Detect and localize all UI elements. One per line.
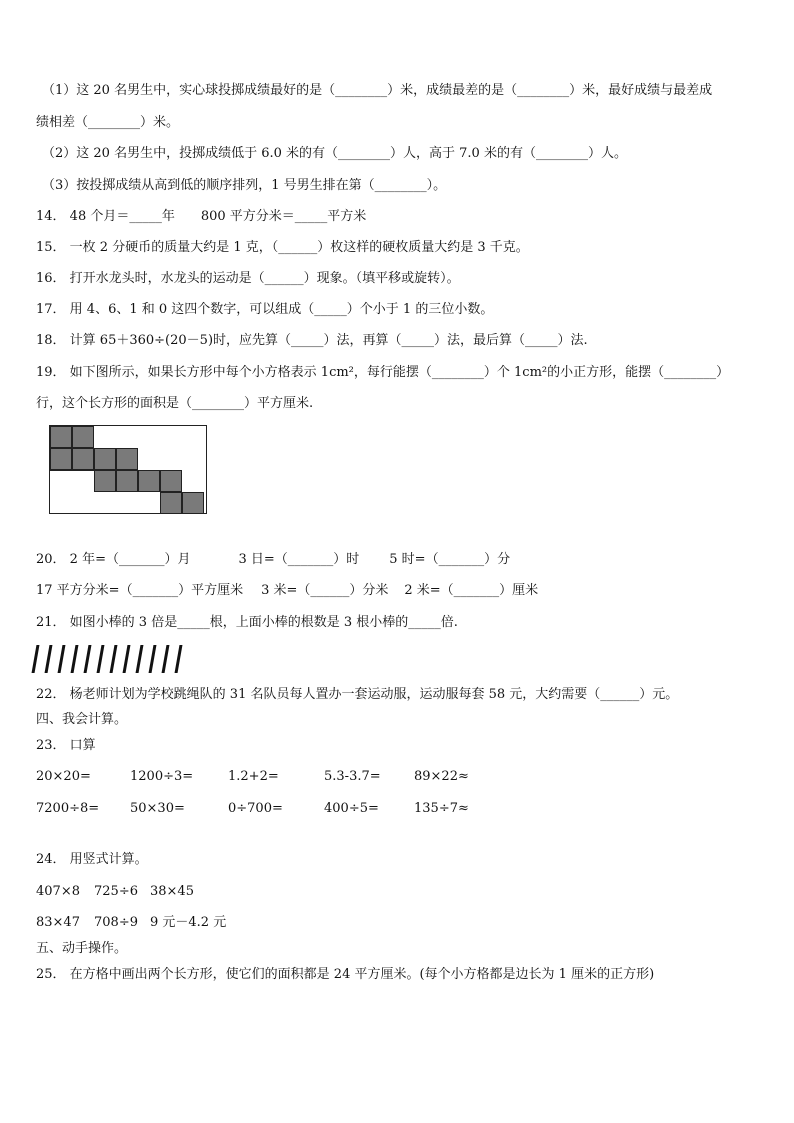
stick xyxy=(162,645,170,673)
grid-cell xyxy=(50,448,72,470)
q24-item: 407×8 xyxy=(36,884,80,899)
grid-cell xyxy=(160,470,182,492)
q25: 25． 在方格中画出两个长方形，使它们的面积都是 24 平方厘米。(每个小方格都是边长为 1 厘米的正方形) xyxy=(36,967,655,982)
q13-part2: （2）这 20 名男生中，投掷成绩低于 6.0 米的有（________）人，高于 7.0 米的有（________）人。 xyxy=(42,146,627,161)
section-4-heading: 四、我会计算。 xyxy=(36,712,128,727)
grid-cell xyxy=(94,470,116,492)
q23-row1 xyxy=(36,768,469,786)
q20-years: 20． 2 年=（_______）月 xyxy=(36,552,191,567)
stick xyxy=(136,645,144,673)
stick xyxy=(123,645,131,673)
q20-row2 xyxy=(36,582,538,600)
q20-sqdm: 17 平方分米=（_______）平方厘米 xyxy=(36,583,244,598)
grid-cell xyxy=(160,492,182,514)
grid-cell xyxy=(182,492,204,514)
q23-title: 23． 口算 xyxy=(36,738,96,753)
stick xyxy=(71,645,79,673)
q23-item: 5.3-3.7= xyxy=(324,769,381,784)
q16: 16． 打开水龙头时，水龙头的运动是（______）现象。（填平移或旋转）。 xyxy=(36,271,460,286)
rectangle-grid-figure xyxy=(49,425,207,514)
q23-item: 400÷5= xyxy=(324,801,379,816)
stick xyxy=(97,645,105,673)
q20-row1 xyxy=(36,551,510,569)
q17: 17． 用 4、6、1 和 0 这四个数字，可以组成（_____）个小于 1 的三位小数。 xyxy=(36,302,494,317)
grid-cell xyxy=(50,426,72,448)
stick xyxy=(149,645,157,673)
grid-cell xyxy=(116,448,138,470)
section-5-heading: 五、动手操作。 xyxy=(36,941,128,956)
q14-months: 14． 48 个月＝_____年 xyxy=(36,209,175,224)
q24-item: 708÷9 xyxy=(94,915,138,930)
q24-row1 xyxy=(36,883,194,901)
q23-item: 50×30= xyxy=(130,801,185,816)
q23-item: 20×20= xyxy=(36,769,91,784)
q20-meter-dm: 3 米=（______）分米 xyxy=(261,583,389,598)
q24-item: 9 元－4.2 元 xyxy=(150,915,227,930)
q18: 18． 计算 65＋360÷(20－5)时，应先算（_____）法，再算（_____）法，最后算（_____）法. xyxy=(36,333,588,348)
q23-row2 xyxy=(36,800,469,818)
q23-item: 89×22≈ xyxy=(414,769,469,784)
grid-cell xyxy=(116,470,138,492)
q19-line1: 19． 如下图所示，如果长方形中每个小方格表示 1cm²，每行能摆（________）个 1cm²的小正方形，能摆（________） xyxy=(36,365,730,380)
q22: 22． 杨老师计划为学校跳绳队的 31 名队员每人置办一套运动服，运动服每套 58 元，大约需要（______）元。 xyxy=(36,687,679,702)
grid-cell xyxy=(72,448,94,470)
q24-item: 83×47 xyxy=(36,915,80,930)
q20-meter-cm: 2 米=（_______）厘米 xyxy=(404,583,539,598)
q15: 15． 一枚 2 分硬币的质量大约是 1 克，（______）枚这样的硬枚质量大约是 3 千克。 xyxy=(36,240,529,255)
grid-cell xyxy=(94,448,116,470)
grid-cell xyxy=(138,470,160,492)
q19-line2: 行，这个长方形的面积是（________）平方厘米. xyxy=(36,396,314,411)
q23-item: 7200÷8= xyxy=(36,801,100,816)
q24-item: 38×45 xyxy=(150,884,194,899)
stick xyxy=(110,645,118,673)
stick xyxy=(84,645,92,673)
q20-hours: 5 时=（_______）分 xyxy=(389,552,511,567)
q13-part3: （3）按投掷成绩从高到低的顺序排列，1 号男生排在第（________）。 xyxy=(42,178,447,193)
stick xyxy=(45,645,53,673)
q14 xyxy=(36,208,366,226)
q23-item: 135÷7≈ xyxy=(414,801,469,816)
stick xyxy=(58,645,66,673)
q23-item: 1200÷3= xyxy=(130,769,194,784)
stick xyxy=(175,645,183,673)
q21: 21． 如图小棒的 3 倍是_____根，上面小棒的根数是 3 根小棒的_____倍. xyxy=(36,615,458,630)
stick xyxy=(32,645,40,673)
q24-row2 xyxy=(36,914,226,932)
q13-part1-line2: 绩相差（________）米。 xyxy=(36,115,180,130)
grid-cell xyxy=(72,426,94,448)
q13-part1-line1: （1）这 20 名男生中，实心球投掷成绩最好的是（________）米，成绩最差的是（________）米，最好成绩与最差成 xyxy=(42,83,713,98)
q23-item: 1.2+2= xyxy=(228,769,279,784)
q14-area: 800 平方分米＝_____平方米 xyxy=(200,209,367,224)
grid-row-line xyxy=(50,470,94,471)
q24-item: 725÷6 xyxy=(94,884,138,899)
q23-item: 0÷700= xyxy=(228,801,283,816)
q20-days: 3 日=（_______）时 xyxy=(238,552,360,567)
q24-title: 24． 用竖式计算。 xyxy=(36,852,148,867)
